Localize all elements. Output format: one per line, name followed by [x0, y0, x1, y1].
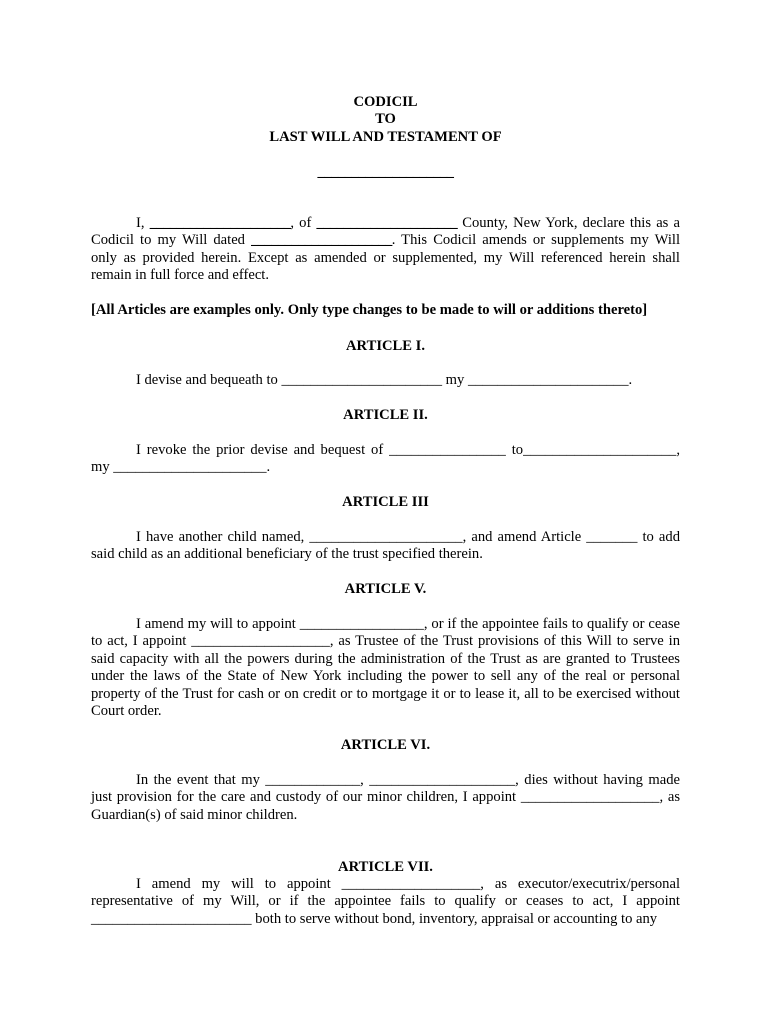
- testator-blank: _____________________: [149, 215, 291, 231]
- article-1-text: I devise and bequeath to ______________________ my ______________________.: [136, 372, 633, 388]
- title-line-codicil: CODICIL: [353, 94, 418, 110]
- articles-note: [All Articles are examples only. Only type changes to be made to will or additions thereto]: [91, 302, 648, 318]
- intro-text-1: I,: [136, 215, 150, 231]
- article-2-text: I revoke the prior devise and bequest of ________________ to_____________________, my _____________________.: [91, 442, 680, 476]
- document-page: [91, 0, 680, 1024]
- intro-paragraph: [91, 215, 680, 285]
- county-blank: _____________________: [316, 215, 458, 231]
- article-7-text: I amend my will to appoint ___________________, as executor/executrix/personal representative of my Will, or if the appointee fails to qualify or ceases to act, I appoint ______________________ both to serve without bond, inventory, appraisal or accounting to any: [91, 876, 680, 927]
- article-2-heading: ARTICLE II.: [343, 407, 428, 423]
- document-title: [91, 94, 680, 146]
- article-3-heading: ARTICLE III: [342, 494, 429, 510]
- article-6-text: In the event that my _____________, ____________________, dies without having made just provision for the care and custody of our minor children, I appoint ___________________, as Guardian(s) of said minor children.: [91, 772, 680, 823]
- article-5-text: I amend my will to appoint _________________, or if the appointee fails to qualify or cease to act, I appoint ___________________, as Trustee of the Trust provisions of this Will to serve in said capacity with all the powers during the administration of the Trust as are granted to Trustees under the laws of the State of New York including the power to sell any of the real or personal property of the Trust for cash or on credit or to mortgage it or to lease it, all to be exercised without Court order.: [91, 616, 680, 720]
- title-line-last-will: LAST WILL AND TESTAMENT OF: [269, 128, 502, 145]
- intro-text-3: County, New York, declare this as a Codicil to my Will dated: [91, 215, 680, 249]
- article-5-heading: ARTICLE V.: [344, 581, 427, 597]
- title-line-to: TO: [375, 111, 396, 128]
- article-7-heading: ARTICLE VII.: [338, 859, 433, 875]
- article-6-heading: ARTICLE VI.: [340, 737, 431, 753]
- will-date-blank: _____________________: [251, 232, 392, 249]
- intro-text-4: . This Codicil amends or supplements my Will only as provided herein. Except as amended or supplemented, my Will referenced herein shall remain in full force and effect.: [91, 232, 680, 284]
- article-3-text: I have another child named, _____________________, and amend Article _______ to add said child as an additional beneficiary of the trust specified therein.: [91, 529, 680, 563]
- intro-text-2: , of: [290, 215, 317, 231]
- article-1-heading: ARTICLE I.: [346, 338, 425, 354]
- testator-name-blank: ____________________: [317, 164, 454, 180]
